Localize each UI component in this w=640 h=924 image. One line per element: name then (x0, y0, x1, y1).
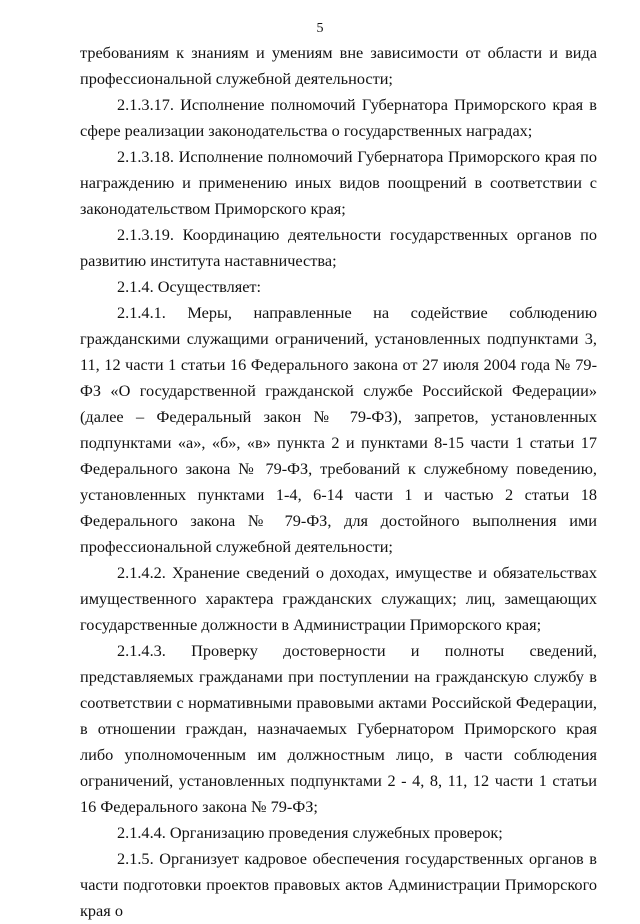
paragraph-2-1-3-18: 2.1.3.18. Исполнение полномочий Губернатора Приморского края по награждению и применению иных видов поощрений в соответствии с законодательством Приморского края; (80, 147, 597, 218)
paragraph-2-1-3-17: 2.1.3.17. Исполнение полномочий Губернатора Приморского края в сфере реализации законодательства о государственных наградах; (80, 95, 597, 140)
document-body (80, 40, 597, 924)
paragraph-2-1-4-1: 2.1.4.1. Меры, направленные на содействие соблюдению гражданскими служащими ограничений, установленных подпунктами 3, 11, 12 части 1 статьи 16 Федерального закона от 27 июля 2004 года № 79-ФЗ «О государственной гражданской службе Российской Федерации» (далее – Федеральный закон № 79-ФЗ), запретов, установленных подпунктами «а», «б», «в» пункта 2 и пунктами 8-15 части 1 статьи 17 Федерального закона № 79-ФЗ, требований к служебному поведению, установленных пунктами 1-4, 6-14 части 1 и частью 2 статьи 18 Федерального закона № 79-ФЗ, для достойного выполнения ими профессиональной служебной деятельности; (80, 303, 597, 556)
paragraph-2-1-3-19: 2.1.3.19. Координацию деятельности государственных органов по развитию института наставничества; (80, 225, 597, 270)
paragraph-2-1-4-4: 2.1.4.4. Организацию проведения служебных проверок; (117, 823, 503, 842)
paragraph-2-1-4-3: 2.1.4.3. Проверку достоверности и полноты сведений, представляемых гражданами при поступлении на гражданскую службу в соответствии с нормативными правовыми актами Российской Федерации, в отношении граждан, назначаемых Губернатором Приморского края либо уполномоченным им должностным лицо, в части соблюдения ограничений, установленных подпунктами 2 - 4, 8, 11, 12 части 1 статьи 16 Федерального закона № 79-ФЗ; (80, 641, 597, 816)
paragraph-continuation: требованиям к знаниям и умениям вне зависимости от области и вида профессиональной служебной деятельности; (80, 43, 597, 88)
paragraph-2-1-4: 2.1.4. Осуществляет: (117, 277, 262, 296)
paragraph-2-1-4-2: 2.1.4.2. Хранение сведений о доходах, имуществе и обязательствах имущественного характера гражданских служащих; лиц, замещающих государственные должности в Администрации Приморского края; (80, 563, 597, 634)
page-number: 5 (316, 21, 324, 36)
paragraph-2-1-5: 2.1.5. Организует кадровое обеспечения государственных органов в части подготовки проектов правовых актов Администрации Приморского края о (80, 849, 597, 920)
